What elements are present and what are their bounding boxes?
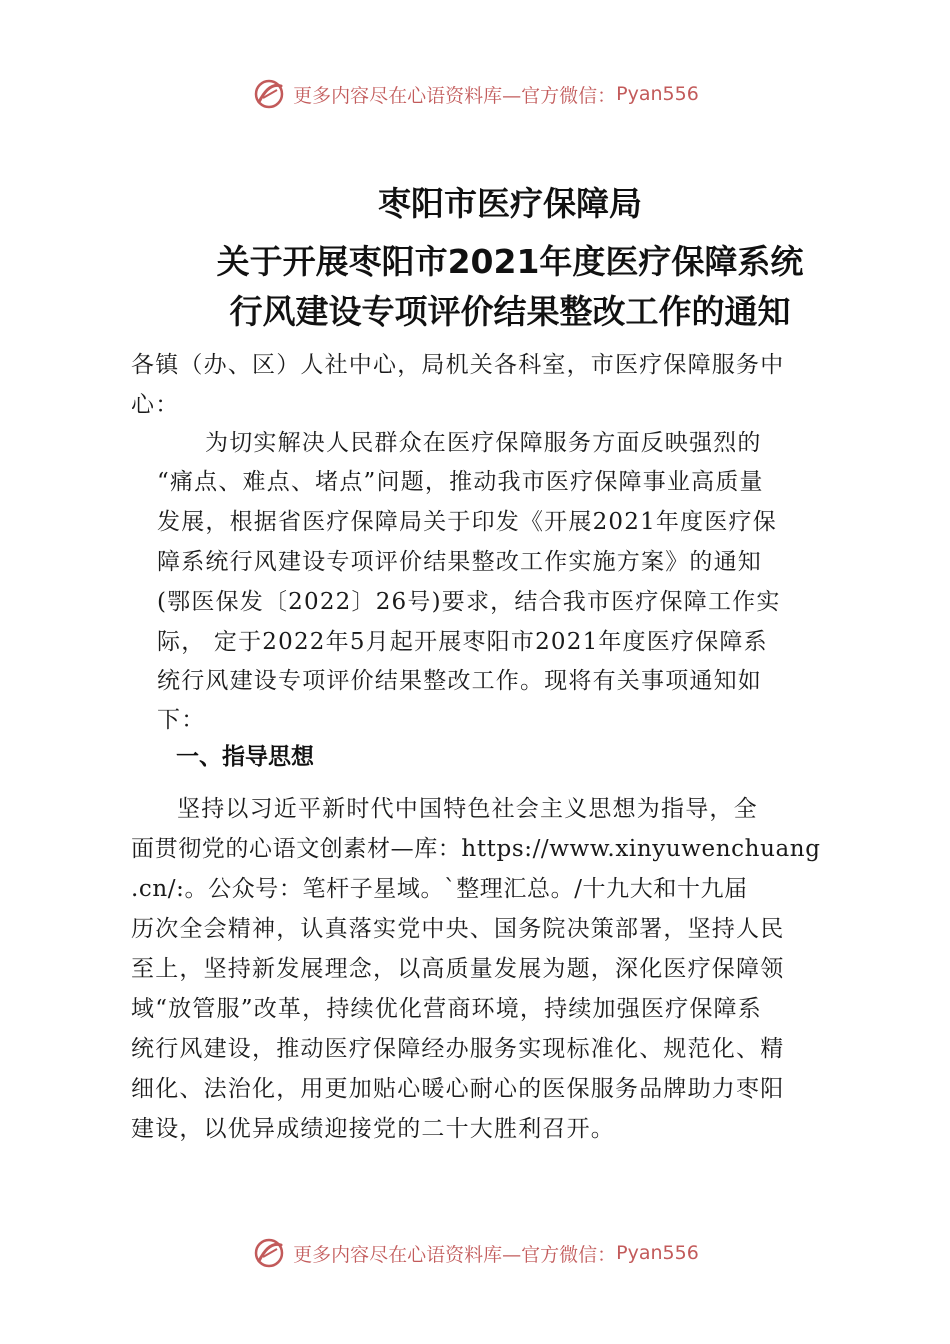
section-1-line: 至上，坚持新发展理念，以高质量发展为题，深化医疗保障领: [131, 956, 785, 982]
section-1-line: 统行风建设，推动医疗保障经办服务实现标准化、规范化、精: [131, 1036, 785, 1062]
addressee-line-2: 心：: [131, 392, 180, 418]
title-line-3: 行风建设专项评价结果整改工作的通知: [229, 292, 791, 331]
section-heading: 一、指导思想: [176, 744, 314, 770]
brand-logo-icon: [251, 1235, 287, 1271]
banner-wechat-id: Pyan556: [616, 83, 699, 105]
paragraph-1-line: 为切实解决人民群众在医疗保障服务方面反映强烈的: [205, 430, 762, 456]
paragraph-1-line: 发展，根据省医疗保障局关于印发《开展2021年度医疗保: [157, 509, 777, 535]
addressee-line-1: 各镇（办、区）人社中心，局机关各科室，市医疗保障服务中: [131, 352, 785, 378]
paragraph-1-line: “痛点、难点、堵点”问题，推动我市医疗保障事业高质量: [157, 469, 764, 495]
brand-logo-icon: [251, 76, 287, 112]
banner-text: 更多内容尽在心语资料库—官方微信：: [293, 84, 617, 107]
section-1-line: 坚持以习近平新时代中国特色社会主义思想为指导，全: [177, 796, 758, 822]
section-1-line: 历次全会精神，认真落实党中央、国务院决策部署，坚持人民: [131, 916, 785, 942]
paragraph-1-line: 下：: [157, 707, 206, 733]
section-1-line: 建设，以优异成绩迎接党的二十大胜利召开。: [131, 1116, 615, 1142]
section-1-line: 面贯彻党的心语文创素材—库：https://www.xinyuwenchuang: [131, 836, 821, 862]
section-1-line: 域“放管服”改革，持续优化营商环境，持续加强医疗保障系: [131, 996, 762, 1022]
section-1-line: .cn/:。公众号：笔杆子星域。`整理汇总。/十九大和十九届: [131, 876, 748, 902]
footer-watermark-banner: [0, 1233, 950, 1273]
title-line-1: 枣阳市医疗保障局: [378, 184, 642, 223]
paragraph-1-line: (鄂医保发〔2022〕26号)要求，结合我市医疗保障工作实: [157, 589, 781, 615]
title-line-2: 关于开展枣阳市2021年度医疗保障系统: [216, 242, 804, 281]
paragraph-1-line: 际， 定于2022年5月起开展枣阳市2021年度医疗保障系: [157, 629, 768, 655]
header-watermark-banner: [0, 74, 950, 114]
section-1-line: 细化、法治化，用更加贴心暖心耐心的医保服务品牌助力枣阳: [131, 1076, 785, 1102]
banner-wechat-id: Pyan556: [616, 1242, 699, 1264]
banner-text: 更多内容尽在心语资料库—官方微信：: [293, 1243, 617, 1266]
paragraph-1-line: 障系统行风建设专项评价结果整改工作实施方案》的通知: [157, 549, 762, 575]
paragraph-1-line: 统行风建设专项评价结果整改工作。现将有关事项通知如: [157, 668, 762, 694]
